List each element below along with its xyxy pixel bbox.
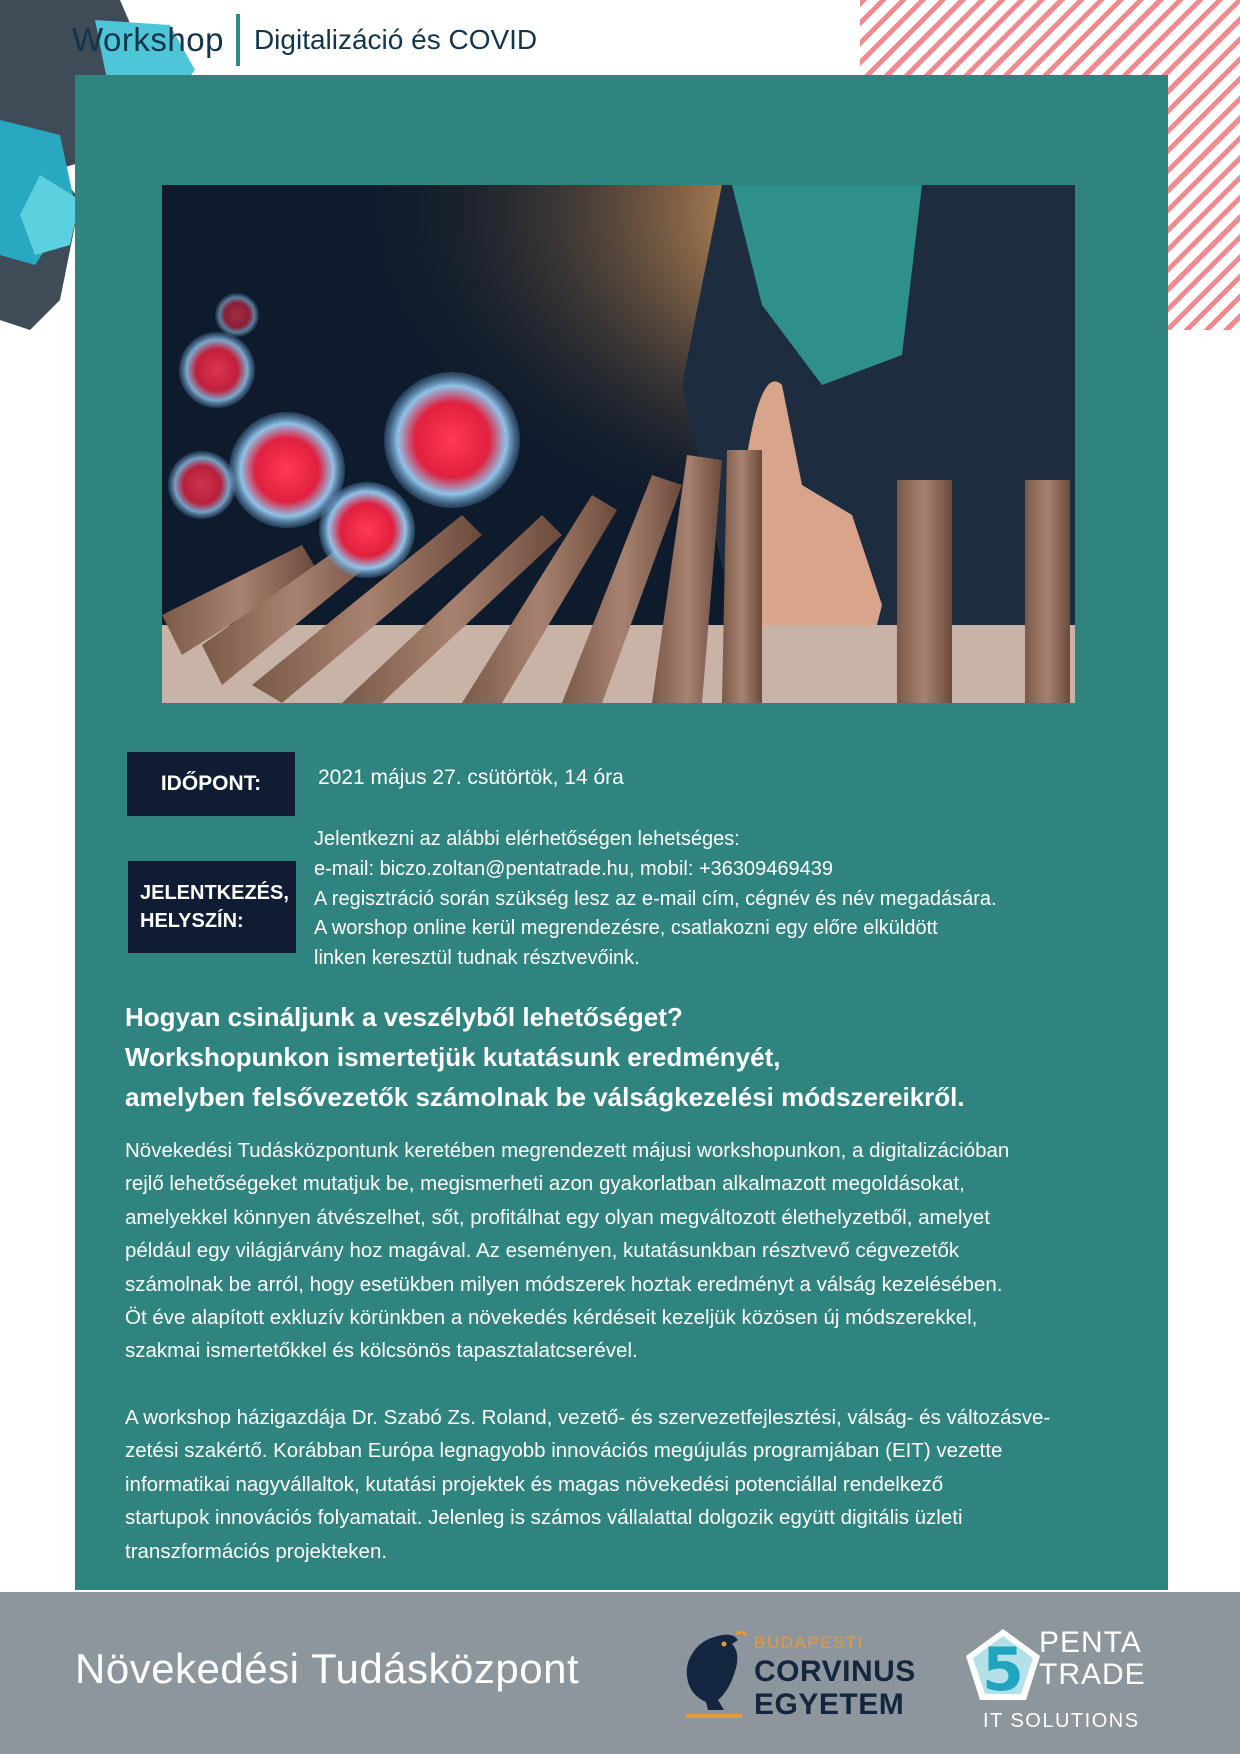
headline-line: Workshopunkon ismertetjük kutatásunk eredményét, [125,1042,781,1072]
headline [125,997,1145,1117]
svg-text:5: 5 [982,1635,1024,1705]
pentatrade-logo [963,1626,1163,1736]
pentatrade-word1: PENTA [1039,1626,1142,1659]
paragraph-line: A workshop házigazdája Dr. Szabó Zs. Roland, vezető- és szervezetfejlesztési, válság- és változásve- [125,1406,1051,1429]
corvinus-name-line2: EGYETEM [754,1688,905,1721]
corvinus-kicker: BUDAPESTI [754,1633,864,1652]
header-divider [236,14,240,66]
registration-label [128,861,296,953]
paragraph-line: számolnak be arról, hogy esetükben milyen módszerek hoztak eredményt a válság kezelésében. [125,1272,1003,1296]
paragraph-line: amelyekkel könnyen átvészelhet, sőt, profitálhat egy olyan megváltozott élethelyzetből, amelyet [125,1205,990,1229]
raven-icon [678,1630,748,1725]
intro-paragraph [125,1134,1125,1368]
time-label-text: IDŐPONT: [160,772,262,795]
registration-line: Jelentkezni az alábbi elérhetőségen lehetséges: [314,828,740,850]
registration-contact[interactable]: e-mail: biczo.zoltan@pentatrade.hu, mobil: +36309469439 [314,857,833,880]
registration-details [314,825,1154,974]
pentatrade-word2: TRADE [1039,1658,1146,1691]
covid-dominoes-image [162,185,1075,703]
event-date: 2021 május 27. csütörtök, 14 óra [318,766,624,789]
corvinus-logo [678,1630,938,1725]
headline-line: amelyben felsővezetők számolnak be válságkezelési módszereikről. [125,1082,965,1112]
header-title: Digitalizáció és COVID [253,24,538,55]
page-header [72,14,537,66]
paragraph-line: Öt éve alapított exkluzív körünkben a növekedés kérdéseit kezeljük közösen új módszerekkel, [125,1306,978,1330]
footer-title: Növekedési Tudásközpont [75,1645,580,1692]
registration-line: linken keresztül tudnak résztvevőink. [314,947,640,970]
registration-label-line1: JELENTKEZÉS, [140,882,289,904]
host-paragraph [125,1401,1125,1568]
paragraph-line: Növekedési Tudásközpontunk keretében megrendezett májusi workshopunkon, a digitalizációban [125,1139,1010,1162]
pentagon-five-icon [963,1626,1043,1706]
paragraph-line: zetési szakértő. Korábban Európa legnagyobb innovációs megújulás programjában (EIT) vezette [125,1439,1003,1463]
registration-line: A worshop online kerül megrendezésre, csatlakozni egy előre elküldött [314,917,938,940]
corvinus-name-line1: CORVINUS [754,1655,916,1688]
registration-line: A regisztráció során szükség lesz az e-mail cím, cégnév és név megadására. [314,887,997,910]
headline-line: Hogyan csináljunk a veszélyből lehetőséget? [125,1002,683,1032]
paragraph-line: startupok innovációs folyamatait. Jelenleg is számos vállalattal dolgozik együtt digitális üzleti [125,1506,963,1530]
pentatrade-sub: IT SOLUTIONS [983,1710,1140,1732]
paragraph-line: rejlő lehetőségeket mutatjuk be, megismerheti azon gyakorlatban alkalmazott megoldásokat, [125,1172,965,1196]
paragraph-line: például egy világjárvány hoz magával. Az eseményen, kutatásunkban résztvevő cégvezetők [125,1239,960,1263]
paragraph-line: transzformációs projekteken. [125,1539,388,1563]
paragraph-line: szakmai ismertetőkkel és kölcsönös tapasztalatcserével. [125,1339,638,1363]
time-label [127,752,295,816]
paragraph-line: informatikai nagyvállaltok, kutatási projektek és magas növekedési potenciállal rendelkező [125,1472,944,1496]
registration-label-line2: HELYSZÍN: [140,910,244,932]
header-workshop-label: Workshop [72,21,224,58]
